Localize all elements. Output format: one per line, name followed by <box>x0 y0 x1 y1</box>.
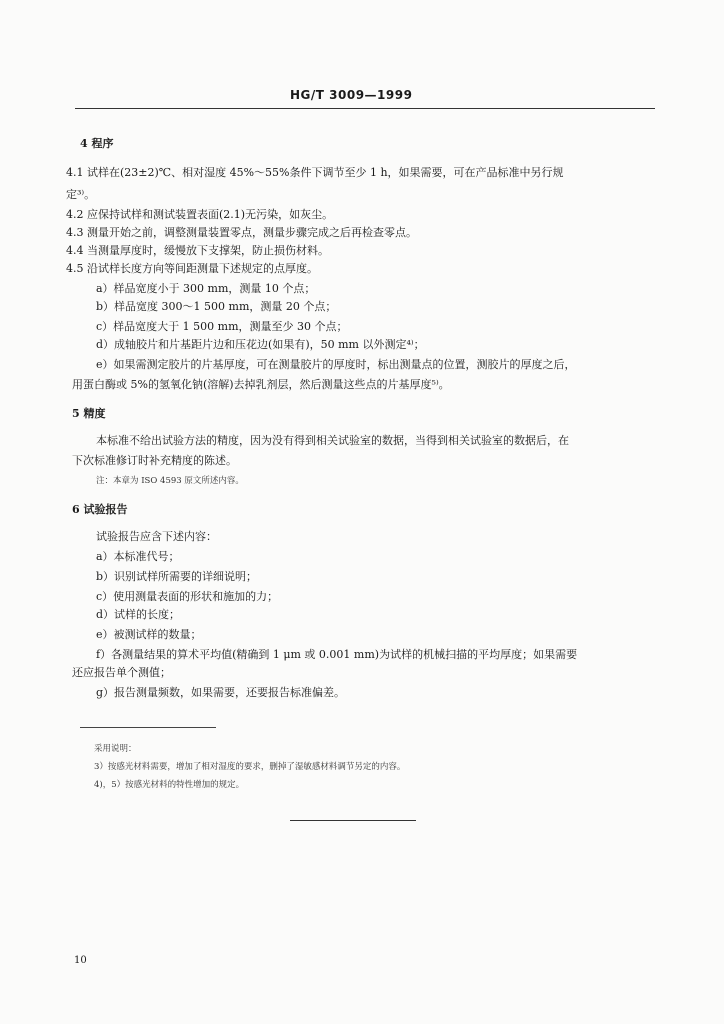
report-item-e: e）被测试样的数量； <box>96 628 202 641</box>
section-5-heading: 5 精度 <box>72 407 106 420</box>
clause-4-5-c: c）样品宽度大于 1 500 mm，测量至少 30 个点； <box>96 320 348 333</box>
header-rule <box>75 108 655 109</box>
report-item-g: g）报告测量频数，如果需要，还要报告标准偏差。 <box>96 686 346 699</box>
clause-4-2: 4.2 应保持试样和测试装置表面(2.1)无污染，如灰尘。 <box>66 208 334 221</box>
footnote-title: 采用说明： <box>94 744 137 754</box>
clause-4-5-e-cont: 用蛋白酶或 5%的氢氧化钠(溶解)去掉乳剂层，然后测量这些点的片基厚度⁵⁾。 <box>72 378 450 391</box>
clause-4-5-d: d）成轴胶片和片基距片边和压花边(如果有)，50 mm 以外测定⁴⁾； <box>96 338 425 351</box>
footnote-3: 3）按感光材料需要，增加了相对湿度的要求，删掉了湿敏感材料调节另定的内容。 <box>94 762 406 772</box>
section-6-intro: 试验报告应含下述内容： <box>96 530 217 543</box>
clause-4-3: 4.3 测量开始之前，调整测量装置零点，测量步骤完成之后再检查零点。 <box>66 226 417 239</box>
report-item-b: b）识别试样所需要的详细说明； <box>96 570 258 583</box>
clause-4-5-b: b）样品宽度 300～1 500 mm，测量 20 个点； <box>96 300 337 313</box>
footnote-4-5: 4)，5）按感光材料的特性增加的规定。 <box>94 780 245 790</box>
section-4-heading: 4 程序 <box>80 137 114 150</box>
end-rule <box>290 820 416 821</box>
report-item-f: f）各测量结果的算术平均值(精确到 1 μm 或 0.001 mm)为试样的机械扫描的平均厚度；如果需要 <box>96 648 578 661</box>
clause-4-5-a: a）样品宽度小于 300 mm，测量 10 个点； <box>96 282 316 295</box>
page-number: 10 <box>74 955 87 966</box>
clause-4-1: 4.1 试样在(23±2)℃、相对湿度 45%～55%条件下调节至少 1 h，如果需要，可在产品标准中另行规 <box>66 166 564 179</box>
standard-code: HG/T 3009—1999 <box>290 88 413 102</box>
report-item-f-cont: 还应报告单个测值； <box>72 666 171 679</box>
report-item-d: d）试样的长度； <box>96 608 181 621</box>
section-5-para-cont: 下次标准修订时补充精度的陈述。 <box>72 454 237 467</box>
section-6-heading: 6 试验报告 <box>72 503 128 516</box>
footnote-rule <box>80 727 216 728</box>
section-5-note: 注：本章为 ISO 4593 原文所述内容。 <box>96 476 244 486</box>
report-item-c: c）使用测量表面的形状和施加的力； <box>96 590 279 603</box>
section-5-para: 本标准不给出试验方法的精度，因为没有得到相关试验室的数据，当得到相关试验室的数据后，在 <box>96 434 569 447</box>
clause-4-5: 4.5 沿试样长度方向等间距测量下述规定的点厚度。 <box>66 262 318 275</box>
clause-4-5-e: e）如果需测定胶片的片基厚度，可在测量胶片的厚度时，标出测量点的位置，测胶片的厚度之后， <box>96 358 576 371</box>
clause-4-1-cont: 定³⁾。 <box>66 188 96 201</box>
clause-4-4: 4.4 当测量厚度时，缓慢放下支撑架，防止损伤材料。 <box>66 244 329 257</box>
report-item-a: a）本标准代号； <box>96 550 180 563</box>
